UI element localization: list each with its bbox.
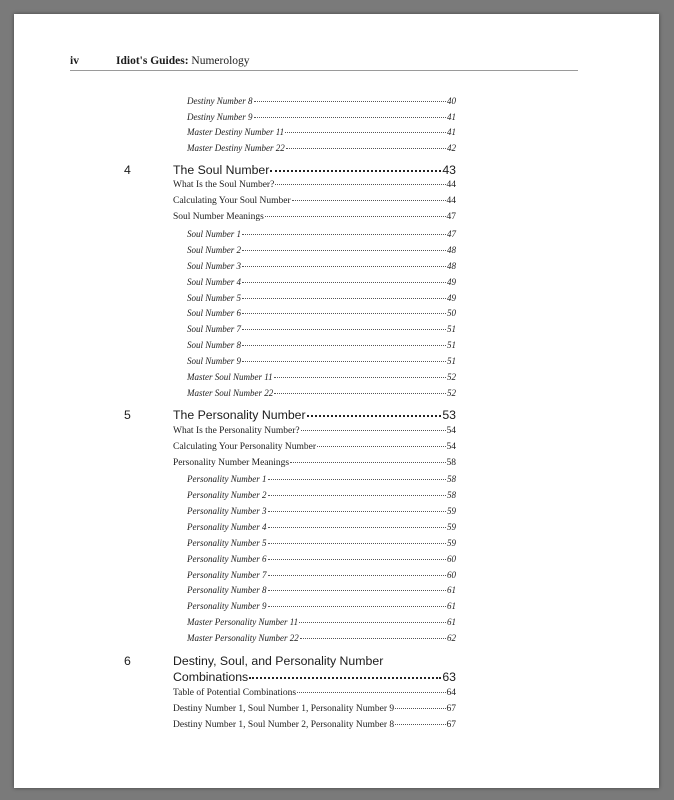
page-folio: iv [70, 55, 79, 67]
chapter-heading: The Soul Number 43 [173, 163, 456, 177]
chapter-number: 6 [124, 654, 131, 668]
toc-section: Table of Potential Combinations 64 [173, 688, 456, 698]
toc-section: What Is the Soul Number? 44 [173, 180, 456, 190]
toc-section: Personality Number Meanings 58 [173, 458, 456, 468]
toc-entry: Master Soul Number 22 52 [187, 388, 456, 398]
toc-entry: Personality Number 3 59 [187, 506, 456, 516]
chapter-number: 5 [124, 408, 131, 422]
toc-entry: Personality Number 2 58 [187, 490, 456, 500]
toc-entry: Personality Number 9 61 [187, 601, 456, 611]
toc-entry: Personality Number 8 61 [187, 585, 456, 595]
book-brand: Idiot's Guides: [116, 55, 189, 67]
toc-section: Calculating Your Soul Number 44 [173, 196, 456, 206]
toc-entry: Personality Number 4 59 [187, 522, 456, 532]
toc-section: What Is the Personality Number? 54 [173, 426, 456, 436]
toc-entry: Master Destiny Number 11 41 [187, 127, 456, 137]
toc-entry: Soul Number 3 48 [187, 261, 456, 271]
running-header [70, 54, 578, 71]
toc-entry: Master Personality Number 11 61 [187, 617, 456, 627]
toc-section: Soul Number Meanings 47 [173, 212, 456, 222]
toc-section: Destiny Number 1, Soul Number 1, Personality Number 9 67 [173, 704, 456, 714]
chapter-heading: Combinations 63 [173, 670, 456, 684]
toc-entry: Personality Number 5 59 [187, 538, 456, 548]
toc-entry: Personality Number 1 58 [187, 474, 456, 484]
toc-entry: Soul Number 2 48 [187, 245, 456, 255]
toc-section: Destiny Number 1, Soul Number 2, Personality Number 8 67 [173, 720, 456, 730]
toc-entry: Personality Number 6 60 [187, 554, 456, 564]
toc-entry: Soul Number 8 51 [187, 340, 456, 350]
toc-entry: Soul Number 5 49 [187, 293, 456, 303]
running-title [116, 55, 250, 67]
toc-entry: Destiny Number 9 41 [187, 112, 456, 122]
toc-entry: Master Destiny Number 22 42 [187, 143, 456, 153]
book-subject: Numerology [191, 55, 250, 67]
chapter-heading: The Personality Number 53 [173, 408, 456, 422]
toc-entry: Soul Number 9 51 [187, 356, 456, 366]
book-page [14, 14, 659, 788]
toc-section: Calculating Your Personality Number 54 [173, 442, 456, 452]
toc-entry: Personality Number 7 60 [187, 570, 456, 580]
toc-entry: Soul Number 4 49 [187, 277, 456, 287]
chapter-heading-line1: Destiny, Soul, and Personality Number [173, 654, 384, 668]
toc-entry: Soul Number 6 50 [187, 308, 456, 318]
toc-entry: Master Soul Number 11 52 [187, 372, 456, 382]
toc-entry: Soul Number 1 47 [187, 229, 456, 239]
chapter-number: 4 [124, 163, 131, 177]
toc-entry: Destiny Number 8 40 [187, 96, 456, 106]
toc-entry: Master Personality Number 22 62 [187, 633, 456, 643]
toc-entry: Soul Number 7 51 [187, 324, 456, 334]
